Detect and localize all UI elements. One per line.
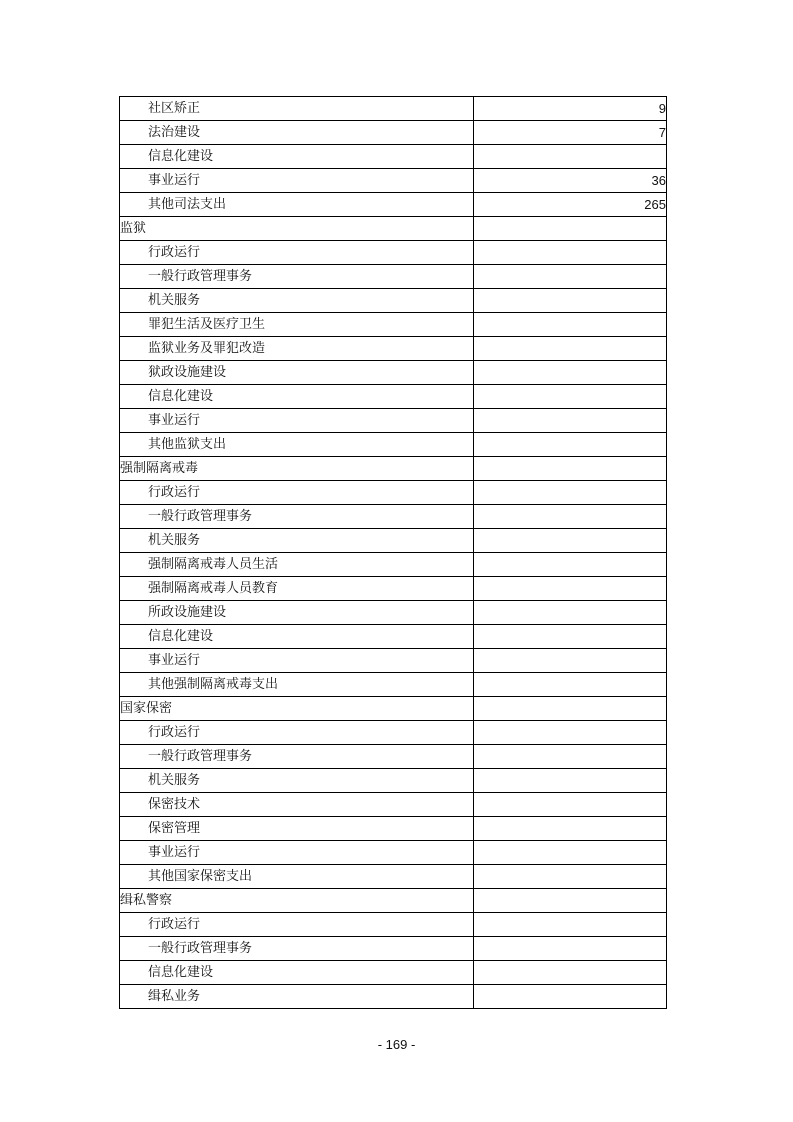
item-name-cell: 事业运行 <box>120 169 474 193</box>
table-row <box>120 673 667 697</box>
amount-cell <box>474 913 667 937</box>
table-row <box>120 241 667 265</box>
table-row <box>120 649 667 673</box>
amount-cell <box>474 793 667 817</box>
expenditure-table <box>119 96 667 1009</box>
table-row <box>120 961 667 985</box>
amount-cell <box>474 505 667 529</box>
item-name-cell: 缉私业务 <box>120 985 474 1009</box>
amount-cell <box>474 649 667 673</box>
item-name-cell: 其他国家保密支出 <box>120 865 474 889</box>
table-row <box>120 553 667 577</box>
amount-cell <box>474 457 667 481</box>
item-name-cell: 一般行政管理事务 <box>120 505 474 529</box>
amount-cell <box>474 577 667 601</box>
table-row <box>120 745 667 769</box>
table-row <box>120 577 667 601</box>
table-row <box>120 289 667 313</box>
item-name-cell: 其他强制隔离戒毒支出 <box>120 673 474 697</box>
amount-cell <box>474 625 667 649</box>
table-row <box>120 505 667 529</box>
table-row <box>120 721 667 745</box>
item-name-cell: 社区矫正 <box>120 97 474 121</box>
amount-cell <box>474 961 667 985</box>
item-name-cell: 行政运行 <box>120 481 474 505</box>
item-name-cell: 事业运行 <box>120 409 474 433</box>
table-row <box>120 385 667 409</box>
amount-cell <box>474 265 667 289</box>
amount-cell <box>474 553 667 577</box>
item-name-cell: 罪犯生活及医疗卫生 <box>120 313 474 337</box>
table-row <box>120 817 667 841</box>
amount-cell <box>474 841 667 865</box>
item-name-cell: 事业运行 <box>120 841 474 865</box>
table-row <box>120 601 667 625</box>
amount-cell <box>474 937 667 961</box>
table-row <box>120 793 667 817</box>
amount-cell <box>474 745 667 769</box>
item-name-cell: 一般行政管理事务 <box>120 265 474 289</box>
amount-cell <box>474 985 667 1009</box>
amount-cell <box>474 409 667 433</box>
amount-cell <box>474 385 667 409</box>
item-name-cell: 其他司法支出 <box>120 193 474 217</box>
table-body <box>120 97 667 1009</box>
table-row <box>120 937 667 961</box>
category-name-cell: 国家保密 <box>120 697 474 721</box>
item-name-cell: 行政运行 <box>120 721 474 745</box>
page-number: - 169 - <box>377 1037 416 1052</box>
amount-cell <box>474 337 667 361</box>
item-name-cell: 一般行政管理事务 <box>120 937 474 961</box>
table-row <box>120 337 667 361</box>
table-row <box>120 481 667 505</box>
category-name-cell: 强制隔离戒毒 <box>120 457 474 481</box>
amount-cell <box>474 817 667 841</box>
item-name-cell: 事业运行 <box>120 649 474 673</box>
amount-cell <box>474 241 667 265</box>
table-row <box>120 769 667 793</box>
amount-cell <box>474 145 667 169</box>
table-row <box>120 169 667 193</box>
table-row <box>120 889 667 913</box>
table-row <box>120 217 667 241</box>
amount-cell <box>474 529 667 553</box>
table-row <box>120 121 667 145</box>
item-name-cell: 狱政设施建设 <box>120 361 474 385</box>
amount-cell <box>474 601 667 625</box>
amount-cell <box>474 361 667 385</box>
table-row <box>120 865 667 889</box>
table-row <box>120 313 667 337</box>
item-name-cell: 信息化建设 <box>120 961 474 985</box>
category-name-cell: 监狱 <box>120 217 474 241</box>
amount-cell <box>474 289 667 313</box>
item-name-cell: 机关服务 <box>120 769 474 793</box>
amount-cell: 265 <box>474 193 667 217</box>
item-name-cell: 强制隔离戒毒人员教育 <box>120 577 474 601</box>
amount-cell <box>474 865 667 889</box>
item-name-cell: 机关服务 <box>120 289 474 313</box>
amount-cell: 36 <box>474 169 667 193</box>
table-row <box>120 529 667 553</box>
table-row <box>120 457 667 481</box>
amount-cell <box>474 481 667 505</box>
amount-cell <box>474 697 667 721</box>
item-name-cell: 所政设施建设 <box>120 601 474 625</box>
item-name-cell: 其他监狱支出 <box>120 433 474 457</box>
amount-cell <box>474 769 667 793</box>
category-name-cell: 缉私警察 <box>120 889 474 913</box>
table-row <box>120 913 667 937</box>
amount-cell: 7 <box>474 121 667 145</box>
item-name-cell: 信息化建设 <box>120 385 474 409</box>
item-name-cell: 行政运行 <box>120 913 474 937</box>
amount-cell <box>474 673 667 697</box>
table-row <box>120 145 667 169</box>
item-name-cell: 保密管理 <box>120 817 474 841</box>
table-row <box>120 433 667 457</box>
item-name-cell: 一般行政管理事务 <box>120 745 474 769</box>
table-row <box>120 625 667 649</box>
item-name-cell: 强制隔离戒毒人员生活 <box>120 553 474 577</box>
table-row <box>120 841 667 865</box>
amount-cell <box>474 313 667 337</box>
amount-cell <box>474 889 667 913</box>
table-row <box>120 361 667 385</box>
amount-cell <box>474 217 667 241</box>
table-row <box>120 97 667 121</box>
item-name-cell: 机关服务 <box>120 529 474 553</box>
item-name-cell: 保密技术 <box>120 793 474 817</box>
table-row <box>120 985 667 1009</box>
item-name-cell: 信息化建设 <box>120 145 474 169</box>
item-name-cell: 信息化建设 <box>120 625 474 649</box>
table-row <box>120 265 667 289</box>
amount-cell <box>474 433 667 457</box>
amount-cell: 9 <box>474 97 667 121</box>
item-name-cell: 法治建设 <box>120 121 474 145</box>
item-name-cell: 行政运行 <box>120 241 474 265</box>
amount-cell <box>474 721 667 745</box>
table-row <box>120 697 667 721</box>
table-row <box>120 409 667 433</box>
table-row <box>120 193 667 217</box>
item-name-cell: 监狱业务及罪犯改造 <box>120 337 474 361</box>
